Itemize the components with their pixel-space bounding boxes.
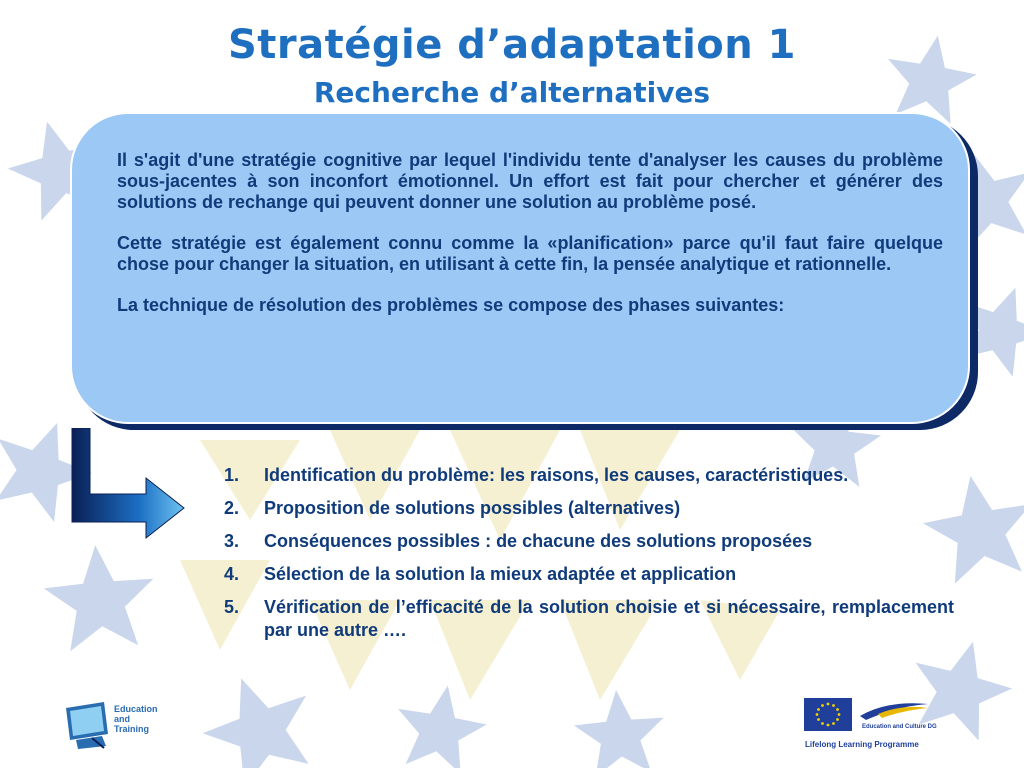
list-item-number: 2. bbox=[224, 498, 240, 518]
list-item-text: Identification du problème: les raisons, les causes, caractéristiques. bbox=[264, 465, 849, 485]
list-item bbox=[224, 563, 954, 586]
callout-paragraph: Cette stratégie est également connu comme la «planification» parce qu'il faut faire quelque chose pour changer la situation, en utilisant à cette fin, la pensée analytique et rationnelle. bbox=[117, 233, 943, 274]
list-item-text: Vérification de l’efficacité de la solution choisie et si nécessaire, remplacement par une autre …. bbox=[264, 597, 954, 640]
callout-paragraph: La technique de résolution des problèmes se compose des phases suivantes: bbox=[117, 295, 785, 315]
eu-programme-text: Lifelong Learning Programme bbox=[805, 740, 919, 749]
list-item bbox=[224, 530, 954, 553]
page-title: Stratégie d’adaptation 1 bbox=[227, 22, 797, 68]
list-item bbox=[224, 497, 954, 520]
eu-stars-icon bbox=[804, 698, 852, 731]
education-training-logo-text: Education and Training bbox=[114, 704, 158, 734]
list-item-text: Sélection de la solution la mieux adaptée et application bbox=[264, 564, 737, 584]
list-item-number: 5. bbox=[224, 597, 240, 617]
list-item-number: 3. bbox=[224, 531, 240, 551]
eu-dg-text: Education and Culture DG bbox=[862, 724, 937, 730]
list-item-number: 1. bbox=[224, 465, 240, 485]
list-item bbox=[224, 596, 954, 642]
return-arrow-icon bbox=[68, 428, 188, 540]
list-item-text: Proposition de solutions possibles (alternatives) bbox=[264, 498, 681, 518]
list-item-number: 4. bbox=[224, 564, 240, 584]
phases-list bbox=[224, 464, 954, 652]
callout-box bbox=[70, 112, 970, 424]
callout-text bbox=[117, 150, 943, 336]
callout-paragraph: Il s'agit d'une stratégie cognitive par lequel l'individu tente d'analyser les causes du problème sous-jacentes à son inconfort émotionnel. Un effort est fait pour chercher et générer des solutions de rechange qui peuvent donner une solution au problème posé. bbox=[117, 150, 943, 212]
computer-icon bbox=[62, 700, 114, 750]
list-item bbox=[224, 464, 954, 487]
list-item-text: Conséquences possibles : de chacune des solutions proposées bbox=[264, 531, 813, 551]
eu-swoosh-icon bbox=[858, 696, 930, 722]
page-subtitle: Recherche d’alternatives bbox=[313, 76, 711, 109]
